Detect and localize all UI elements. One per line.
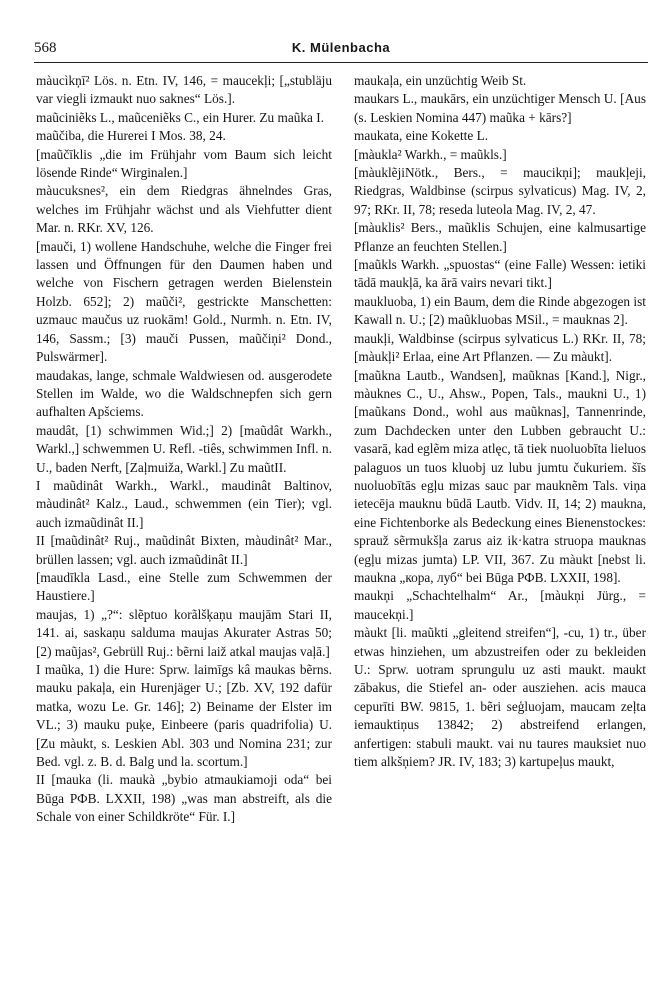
dictionary-entry: màucuksnes², ein dem Riedgras ähnelndes Gras, welches im Frühjahr wächst und als Viehfutter dient Mar. n. RKr. XV, 126. — [36, 183, 332, 236]
dictionary-entry: maukļi, Waldbinse (scirpus sylvaticus L.) RKr. II, 78; [màukļi² Erlaa, eine Art Pflanzen. — Zu màukt]. — [354, 330, 646, 365]
dictionary-entry: [maũčīklis „die im Frühjahr vom Baum sich leicht lösende Rinde“ Wirginalen.] — [36, 146, 332, 181]
running-title: K. Mülenbacha — [291, 40, 391, 55]
page-number: 568 — [34, 40, 57, 56]
page-header — [34, 40, 648, 63]
dictionary-entry: maukaļa, ein unzüchtig Weib St. — [354, 73, 527, 88]
left-column — [36, 72, 332, 827]
dictionary-entry: maujas, 1) „?“: slẽptuo korãlšķaņu maujām Stari II, 141. ai, saskaņu salduma maujas Akurater Astras 50; [2) maũjas², Gebrüll Ruj.: bẽrni laiž atkal maujas vaļā.] — [36, 606, 332, 659]
dictionary-entry: [màukla² Warkh., = maũkls.] — [354, 146, 507, 162]
dictionary-entry: maũčiba, die Hurerei I Mos. 38, 24. — [36, 128, 226, 144]
dictionary-entry: màukt [li. maũkti „gleitend streifen“], -cu, 1) tr., über etwas hinziehen, um abzustreifen oder zu bekleiden U.: Sprw. uotram sprungulu uz asti maukt. maukt zābakus, die Stiefel an- oder ausziehen. acis mauca cepurīti BW. 9815, 1. bẽri seģluojam, maucam zeļta iemauktiņus 13842; 2) abstreifend erlangen, anfertigen: stabuli maukt. vai nu taures mauksiet nuo tiem alkšņiem? JR. IV, 183; 3) kartupeļus maukt, — [354, 625, 646, 770]
right-column — [354, 72, 646, 771]
dictionary-entry: maukluoba, 1) ein Baum, dem die Rinde abgezogen ist Kawall n. U.; [2) maũkluobas MSil., = mauknas 2]. — [354, 293, 646, 328]
dictionary-entry: [mauči, 1) wollene Handschuhe, welche die Finger frei lassen und Öffnungen für den Daumen haben und welche von Fischern getragen werden Bielenstein Holzb. 652]; 2) maũči², gestrickte Manschetten: uzmauc maučus uz ruokām! Gold., Nurmh. n. Etn. IV, 146, Sassm.; [3) mauči Pussen, maũčiņi² Dond., Pulswärmer]. — [36, 238, 332, 365]
dictionary-entry: maukata, eine Kokette L. — [354, 128, 489, 144]
dictionary-entry: maudât, [1) schwimmen Wid.;] 2) [maũdât Warkh., Warkl.,] schwemmen U. Refl. -tiês, schwimmen Infl. n. U., baden Nerft, [Zaļmuiža, Warkl.] Zu maũtII. — [36, 422, 332, 475]
dictionary-entry: I maũdinât Warkh., Warkl., maudinât Baltinov, màudinât² Kalz., Laud., schwemmen (ein Tier); vgl. auch izmaũdinât II.] — [36, 477, 332, 530]
dictionary-entry: II [maũdinât² Ruj., maũdinât Bixten, màudinât² Mar., brüllen lassen; vgl. auch izmaũdinât II.] — [36, 533, 332, 567]
dictionary-entry: [maũkna Lautb., Wandsen], maũknas [Kand.], Nigr., màuknes C., U., Ahsw., Popen, Tals., maukni U., 1) [maũkans Dond., wohl aus maũknas], Tannenrinde, zum Dachdecken unter den Lubben gebraucht U.: vasarā, kad eglẽm miza atlęc, tā tiek nuoluobīta lieluos palaguos un tuos kluobj uz lubu jumtu čukuriem. šīs nuoluobītās egļu mizas sauc par mauknẽm Tals. viņa ietecēja mauknu būdā Lautb. Vidv. II, 14; 2) maukna, eine Fichtenborke als Bedeckung eines Bienenstockes: sprauž sẽrmukšļa zarus aiz ik·katra struopa mauknas (egļu mizas jumta) LP. VII, 367. Zu màukt [nebst li. maukna „кора, луб“ bei Būga РФВ. LXXII, 198]. — [354, 367, 646, 585]
dictionary-entry: màucìkņī² Lös. n. Etn. IV, 146, = maucekļi; [„stubläju var viegli izmaukt nuo saknes“ Lös.]. — [36, 73, 332, 107]
dictionary-entry: [maũkls Warkh. „spuostas“ (eine Falle) Wessen: ietiki tādā maukļā, ka ārā vairs nevari tikt.] — [354, 257, 646, 291]
dictionary-entry: II [mauka (li. maukà „bybio atmaukiamoji oda“ bei Būga РФВ. LXXII, 198) „was man abstreift, als die Schale von einer Schildkröte“ Für. I.] — [36, 772, 332, 825]
dictionary-entry: maukars L., maukārs, ein unzüchtiger Mensch U. [Aus (s. Leskien Nomina 447) maũka + kārs?] — [354, 91, 646, 125]
dictionary-entry: [màuklẽjiNötk., Bers., = maucikņi]; maukļeji, Riedgras, Waldbinse (scirpus sylvaticus) Mag. IV, 2, 97; RKr. II, 78; reseda luteola Mag. IV, 2, 47. — [354, 165, 646, 217]
dictionary-entry: maudakas, lange, schmale Waldwiesen od. ausgerodete Stellen im Walde, wo die Waldschnepfen sich gern aufhalten Apšciems. — [36, 367, 332, 420]
dictionary-entry: maũciniẽks L., maũceniẽks C., ein Hurer. Zu maũka I. — [36, 109, 325, 125]
dictionary-entry: maukņi „Schachtelhalm“ Ar., [màukņi Jürg., = maucekņi.] — [354, 588, 646, 622]
dictionary-entry: [màuklis² Bers., maũklis Schujen, eine kalmusartige Pflanze an feuchten Stellen.] — [354, 220, 646, 254]
dictionary-entry: I maũka, 1) die Hure: Sprw. laimīgs kâ maukas bẽrns. mauku pakaļa, ein Hurenjäger U.; [Zb. XV, 192 dafür matka, wozu Le. Gr. 146]; 2) Beiname der Elster im VL.; 3) mauku puķe, Einbeere (paris quadrifolia) U. [Zu màukt, s. Leskien Abl. 303 und Nomina 231; zur Bed. vgl. z. B. d. Balg und la. scortum.] — [36, 662, 332, 770]
dictionary-entry: [maudīkla Lasd., eine Stelle zum Schwemmen der Haustiere.] — [36, 569, 332, 604]
